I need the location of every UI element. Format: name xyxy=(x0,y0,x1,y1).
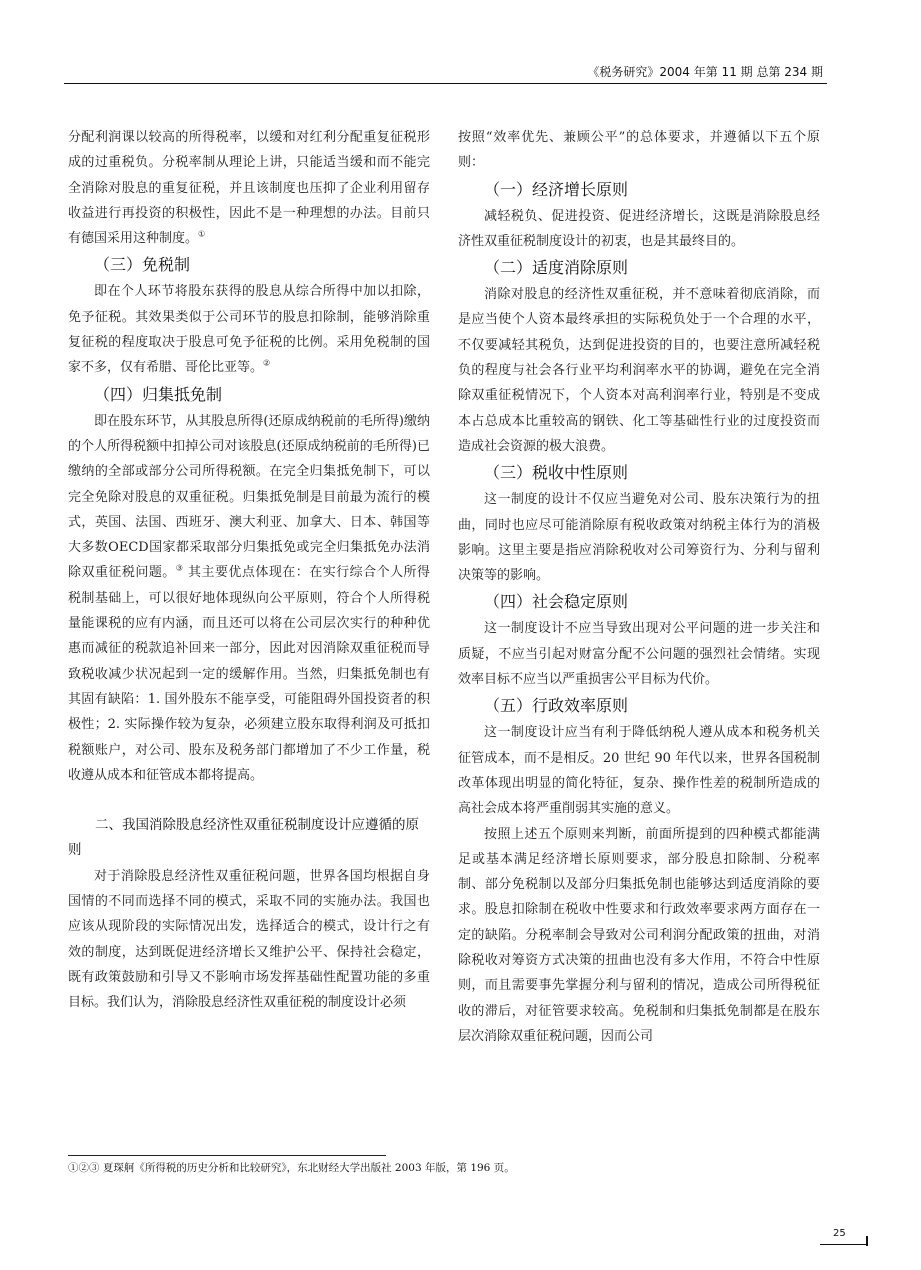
section-heading: （一）经济增长原则 xyxy=(484,179,629,199)
spacer xyxy=(68,788,430,813)
footnote-marker: ② xyxy=(263,359,271,369)
section-heading: （五）行政效率原则 xyxy=(484,696,629,716)
paragraph xyxy=(68,125,430,251)
section-heading: （四）社会稳定原则 xyxy=(484,592,629,612)
header-rule xyxy=(64,83,827,84)
footnote: ①②③ 夏琛舸《所得税的历史分析和比较研究》，东北财经大学出版社 2003 年版，第 196 页。 xyxy=(68,1162,515,1174)
section-heading: （三）税收中性原则 xyxy=(484,463,629,483)
paragraph: 按照上述五个原则来判断，前面所提到的四种模式都能满足或基本满足经济增长原则要求，部分股息扣除制、分税率制、部分免税制以及部分归集抵免制也能够达到适度消除的要求。股息扣除制在税收中性要求和行政效率要求两方面存在一定的缺陷。分税率制会导致对公司利润分配政策的扭曲，对消除税收对筹资方式决策的扭曲也没有多大作用，不符合中性原则，而且需要事先掌握分利与留利的情况，造成公司所得税征收的滞后，对征管要求较高。免税制和归集抵免制都是在股东层次消除双重征税问题，因而公司 xyxy=(458,826,820,1044)
paragraph-text: 即在个人环节将股东获得的股息从综合所得中加以扣除，免予征税。其效果类似于公司环节的股息扣除制，能够消除重复征税的程度取决于股息可免予征税的比例。采用免税制的国家不多，仅有希腊、哥伦比亚等。 xyxy=(68,284,430,376)
page-number: 25 xyxy=(833,1228,846,1239)
page-number-rule xyxy=(820,1244,867,1245)
left-column xyxy=(68,125,430,1016)
paragraph: 消除对股息的经济性双重征税，并不意味着彻底消除，而是应当使个人资本最终承担的实际税负处于一个合理的水平，不仅要减轻其税负，达到促进投资的目的，也要注意所减轻税负的程度与社会各行业平均利润率水平的协调，避免在完全消除双重征税情况下，个人资本对高利润率行业，特别是不变成本占总成本比重较高的钢铁、化工等基础性行业的过度投资而造成社会资源的极大浪费。 xyxy=(458,287,820,454)
paragraph: 减轻税负、促进投资、促进经济增长，这既是消除股息经济性双重征税制度设计的初衷，也是其最终目的。 xyxy=(458,208,820,249)
paragraph-text: 其主要优点体现在：在实行综合个人所得税制基础上，可以很好地体现纵向公平原则，符合个人所得税量能课税的应有内涵，而且还可以将在公司层次实行的种种优惠而减征的税款追补回来一部分，因此对因消除双重征税而导致税收减少状况起到一定的缓解作用。当然，归集抵免制也有其固有缺陷：1. 国外股东不能享受，可能阻碍外国投资者的积极性；2. 实际操作较为复杂，必须建立股东取得利润及可抵扣税额账户，对公司、股东及税务部门都增加了不少工作量，税收遵从成本和征管成本都将提高。 xyxy=(68,565,431,783)
section-heading: （三）免税制 xyxy=(94,255,191,275)
paragraph: 对于消除股息经济性双重征税问题，世界各国均根据自身国情的不同而选择不同的模式，采取不同的实施办法。我国也应该从现阶段的实际情况出发，选择适合的模式，设计行之有效的制度，达到既促进经济增长又维护公平、保持社会稳定，既有政策鼓励和引导又不影响市场发挥基础性配置功能的多重目标。我们认为，消除股息经济性双重征税的制度设计必须 xyxy=(68,868,430,1011)
paragraph: 按照“效率优先、兼顾公平”的总体要求，并遵循以下五个原则： xyxy=(458,130,820,171)
footnote-rule xyxy=(68,1155,386,1156)
paragraph-text: 分配利润课以较高的所得税率，以缓和对红利分配重复征税形成的过重税负。分税率制从理论上讲，只能适当缓和而不能完全消除对股息的重复征税，并且该制度也压抑了企业利用留存收益进行再投资的积极性，因此不是一种理想的办法。目前只有德国采用这种制度。 xyxy=(68,130,430,247)
chapter-heading: 二、我国消除股息经济性双重征税制度设计应遵循的原则 xyxy=(68,817,419,859)
section-heading: （二）适度消除原则 xyxy=(484,258,629,278)
paragraph xyxy=(68,279,430,380)
paragraph: 这一制度的设计不仅应当避免对公司、股东决策行为的扭曲，同时也应尽可能消除原有税收政策对纳税主体行为的消极影响。这里主要是指应消除税收对公司筹资行为、分利与留利决策等的影响。 xyxy=(458,492,820,584)
section-heading: （四）归集抵免制 xyxy=(94,384,223,404)
paragraph: 这一制度设计不应当导致出现对公平问题的进一步关注和质疑，不应当引起对财富分配不公问题的强烈社会情绪。实现效率目标不应当以严重损害公平目标为代价。 xyxy=(458,621,820,688)
page-number-tick xyxy=(866,1236,868,1246)
footnote-marker: ① xyxy=(198,229,206,239)
footnote-marker: ③ xyxy=(175,564,184,574)
paragraph xyxy=(68,409,430,788)
paragraph: 这一制度设计应当有利于降低纳税人遵从成本和税务机关征管成本，而不是相反。20 世纪 90 年代以来，世界各国税制改革体现出明显的简化特征，复杂、操作性差的税制所造成的高社会成本将严重削弱其实施的意义。 xyxy=(458,725,820,817)
right-column xyxy=(458,125,820,1049)
paragraph-text: 即在股东环节，从其股息所得(还原成纳税前的毛所得)缴纳的个人所得税额中扣掉公司对该股息(还原成纳税前的毛所得)已缴纳的全部或部分公司所得税额。在完全归集抵免制下，可以完全免除对股息的双重征税。归集抵免制是目前最为流行的模式，英国、法国、西班牙、澳大利亚、加拿大、日本、韩国等大多数OECD国家都采取部分归集抵免或完全归集抵免办法消除双重征税问题。 xyxy=(68,413,430,581)
running-header: 《税务研究》2004 年第 11 期 总第 234 期 xyxy=(587,65,823,79)
